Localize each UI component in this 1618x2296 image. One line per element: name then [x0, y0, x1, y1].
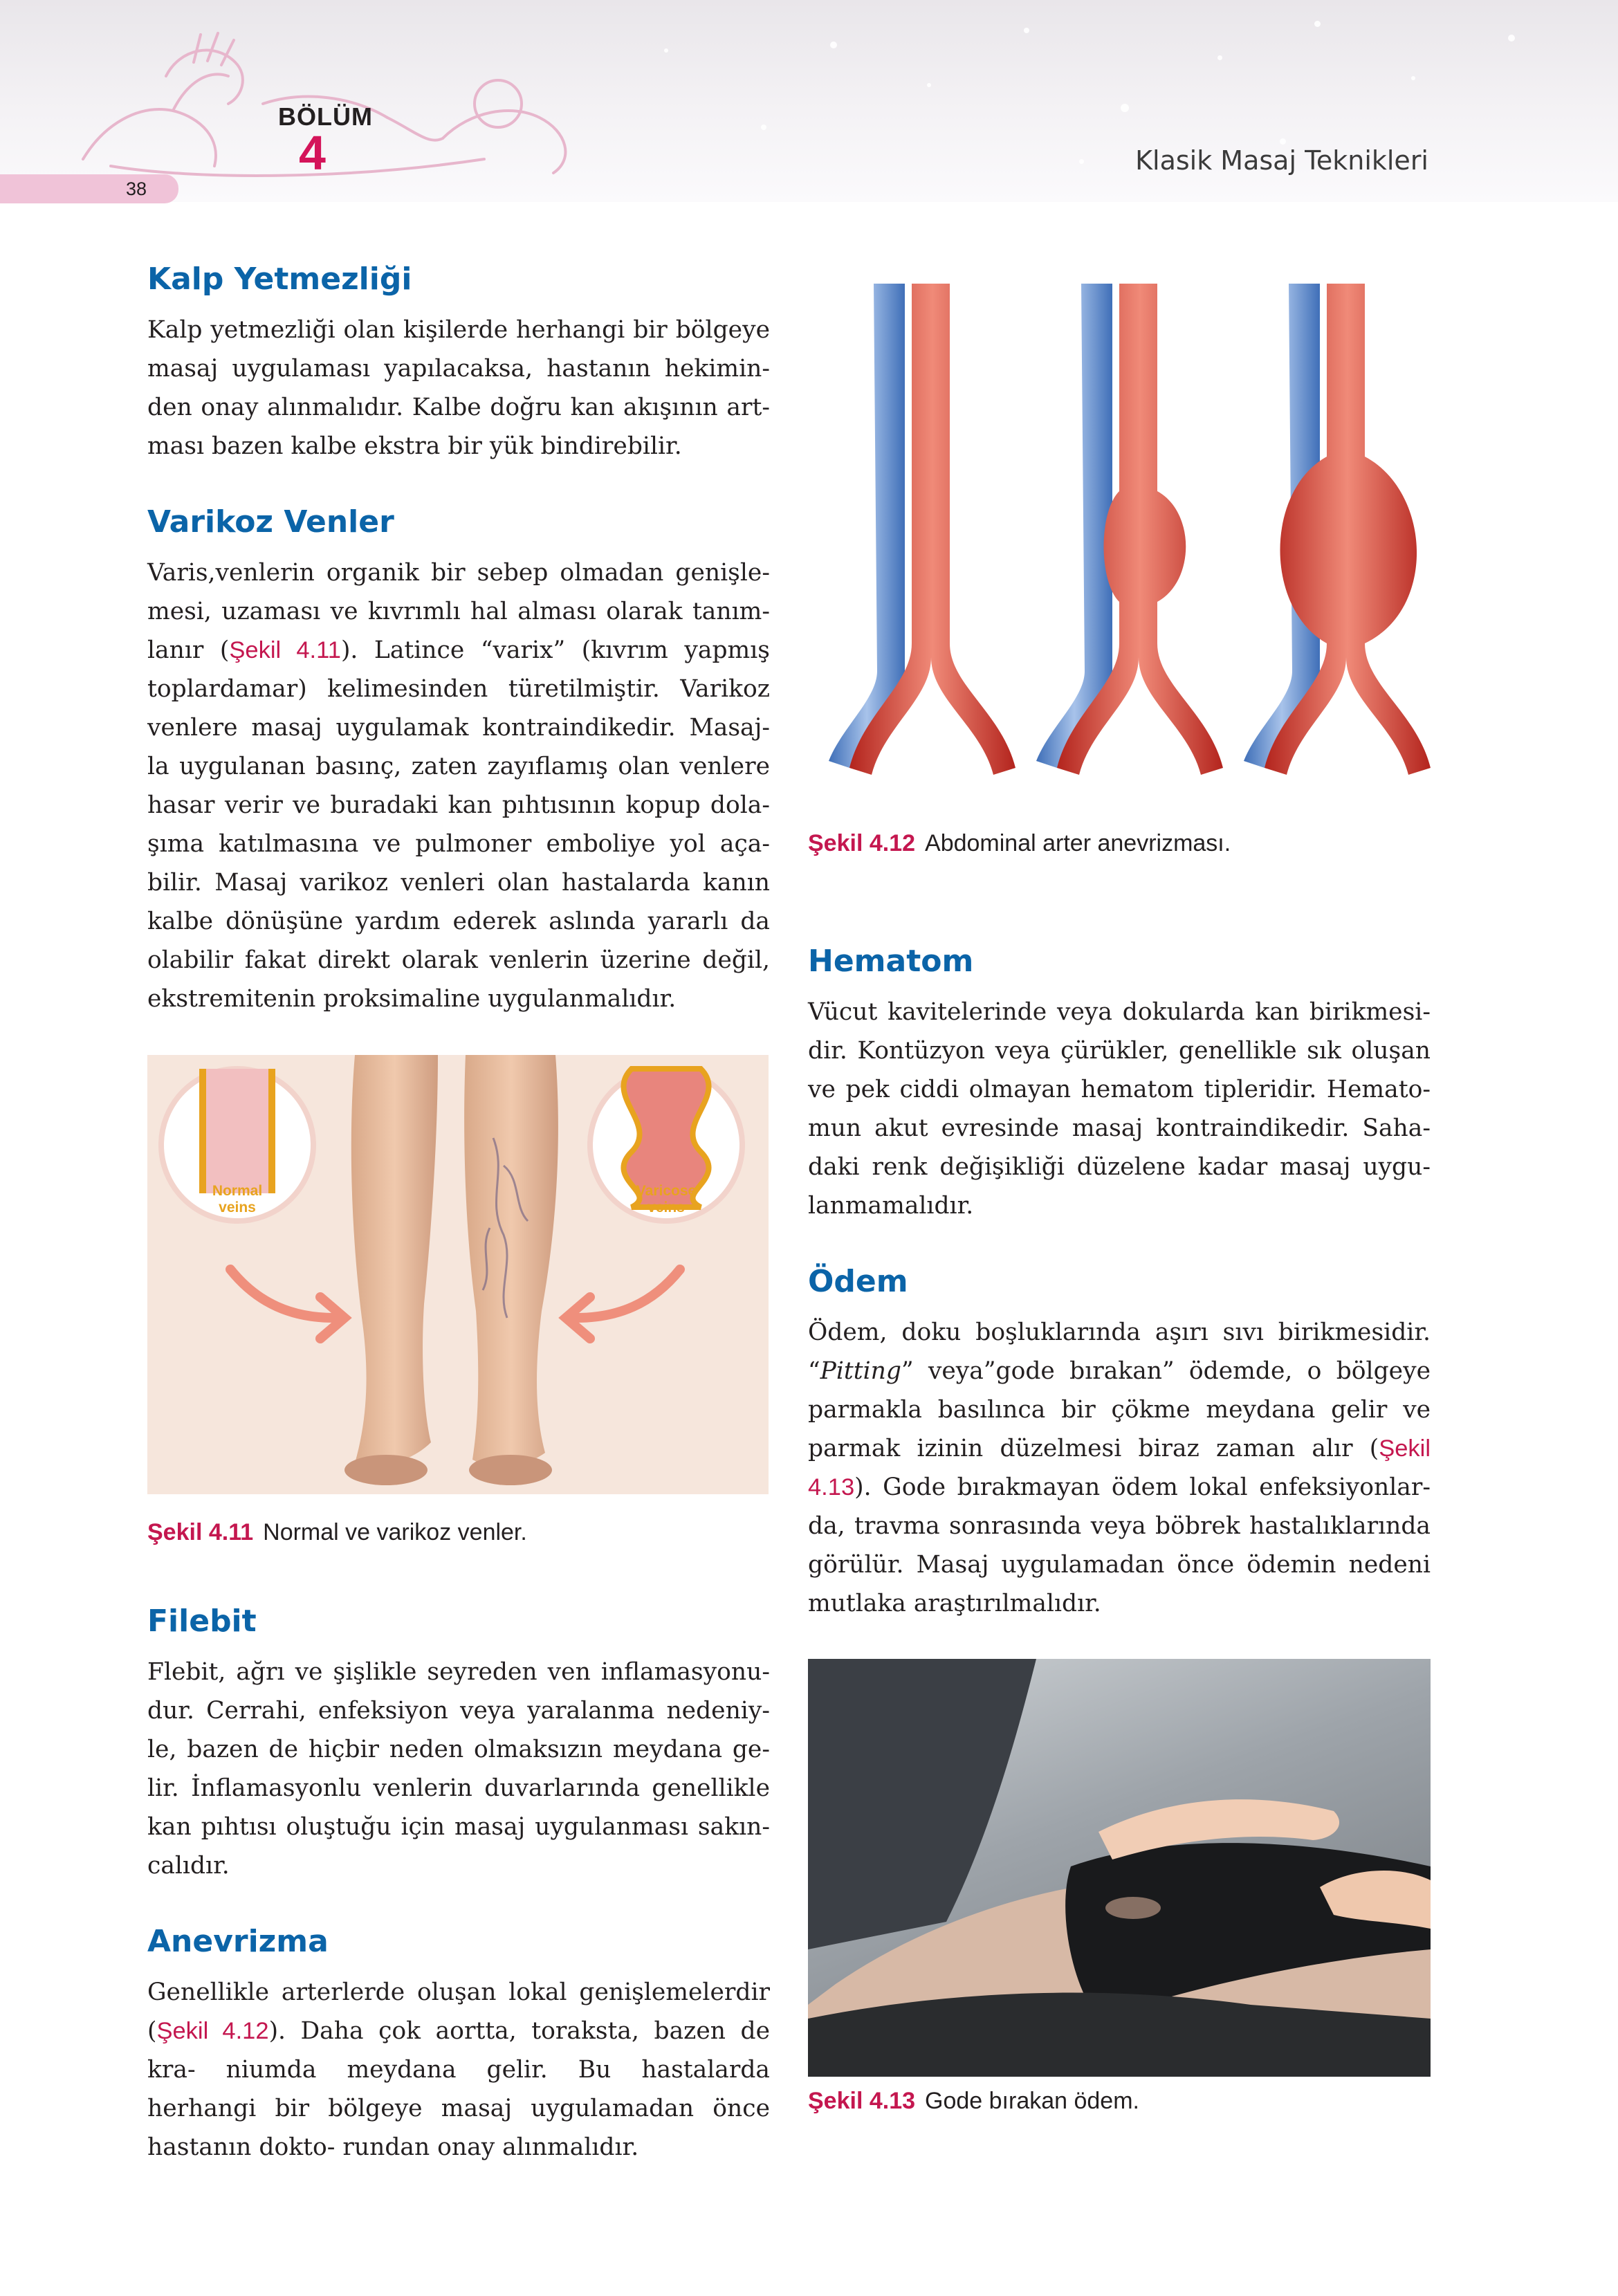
text-line: daki renk değişikliği düzelene kadar masaj uygu-	[808, 1152, 1431, 1181]
figure-4-13-caption	[808, 2088, 1139, 2115]
page-number: 38	[126, 178, 147, 199]
page-number-tab	[0, 174, 178, 203]
paragraph	[147, 311, 770, 466]
section-title: Varikoz Venler	[147, 504, 394, 540]
chapter-number: 4	[299, 126, 326, 180]
text-line: Ödem, doku boşluklarında aşırı sıvı birikmesidir.	[808, 1318, 1431, 1346]
section-anevrizma	[147, 1924, 770, 2167]
text-line: ). Latince “varix” (kıvrım yapmış	[340, 636, 771, 664]
paragraph	[147, 1973, 770, 2167]
paragraph	[147, 553, 770, 1018]
figure-reference-link[interactable]: Şekil 4.11	[229, 636, 341, 663]
text-line: kalbe dönüşüne yardım ederek aslında yararlı da	[147, 907, 770, 935]
text-line: mun akut evresinde masaj kontraindikedir. Saha-	[808, 1114, 1431, 1142]
text-line: Flebit, ağrı ve şişlikle seyreden ven inflamasyonu-	[147, 1657, 770, 1686]
pitting-edema-photo	[808, 1659, 1431, 2077]
text-line: lanmamalıdır.	[808, 1191, 974, 1220]
section-filebit	[147, 1604, 770, 1885]
text-line: mutlaka araştırılmalıdır.	[808, 1589, 1101, 1617]
figure-reference-link[interactable]: Şekil 4.12	[156, 2017, 269, 2044]
text-line: (	[147, 2017, 157, 2045]
text-line: lanır (	[147, 636, 230, 664]
text-line: niumda meydana gelir. Bu hastalarda herhangi bir	[147, 2055, 770, 2122]
caption-text: Normal ve varikoz venler.	[263, 1519, 527, 1545]
left-column	[147, 261, 770, 1018]
right-column	[808, 944, 1431, 1623]
section-title: Ödem	[808, 1263, 908, 1299]
text-line: görülür. Masaj uygulamadan önce ödemin nedeni	[808, 1550, 1431, 1579]
caption-label: Şekil 4.12	[808, 830, 916, 856]
figure-4-11-caption	[147, 1519, 527, 1546]
caption-label: Şekil 4.13	[808, 2088, 916, 2114]
label-line: Normal	[212, 1183, 263, 1199]
text-line: parmakla basılınca bir çökme meydana gelir ve	[808, 1395, 1431, 1424]
figure-4-12-aneurysm	[808, 284, 1444, 809]
italic-term: Pitting	[820, 1357, 901, 1385]
text-line: den onay alınmalıdır. Kalbe doğru kan akışının art-	[147, 393, 770, 421]
section-title: Kalp Yetmezliği	[147, 261, 412, 297]
text-line: Genellikle arterlerde oluşan lokal genişlemelerdir	[147, 1978, 770, 2006]
text-line: Kalp yetmezliği olan kişilerde herhangi bir bölgeye	[147, 315, 770, 344]
text-line: Vücut kavitelerinde veya dokularda kan birikmesi-	[808, 998, 1431, 1026]
paragraph	[808, 993, 1431, 1225]
section-title: Hematom	[808, 944, 974, 979]
section-hematom	[808, 944, 1431, 1225]
normal-veins-label	[189, 1183, 286, 1216]
text-line: lir. İnflamasyonlu venlerin duvarlarında genellikle	[147, 1774, 770, 1802]
figure-4-11-legs	[147, 1055, 769, 1494]
text-line: parmak izinin düzelmesi biraz zaman alır (	[808, 1434, 1379, 1462]
paragraph	[147, 1653, 770, 1885]
figure-4-13-pitting-edema	[808, 1659, 1431, 2077]
text-line: bölgeye masaj uygulamadan önce hastanın dokto-	[147, 2094, 770, 2161]
text-line: dir. Kontüzyon veya çürükler, genellikle sık oluşan	[808, 1036, 1431, 1065]
aorta-illustration	[808, 284, 1444, 809]
figure-reference-link[interactable]: 4.13	[808, 1473, 855, 1500]
aorta-small-aneurysm	[1036, 284, 1223, 775]
chapter-label: BÖLÜM	[278, 102, 373, 131]
text-line: Varis,venlerin organik bir sebep olmadan genişle-	[147, 558, 770, 587]
caption-label: Şekil 4.11	[147, 1519, 254, 1545]
label-line: veins	[219, 1200, 256, 1215]
text-line: masaj uygulaması yapılacaksa, hastanın hekimin-	[147, 354, 770, 383]
text-line: mesi, uzaması ve kıvrımlı hal alması olarak tanım-	[147, 597, 770, 625]
text-line: venlere masaj uygulamak kontraindikedir. Masaj-	[147, 713, 770, 742]
text-line: ” veya”gode bırakan” ödemde, o bölgeye	[901, 1357, 1431, 1385]
figure-4-12-caption	[808, 830, 1231, 857]
left-column-lower	[147, 1604, 770, 2167]
caption-text: Gode bırakan ödem.	[925, 2088, 1139, 2114]
text-line: hasar verir ve buradaki kan pıhtısının kopup dola-	[147, 791, 770, 819]
label-line: Varicose	[636, 1183, 697, 1199]
text-line: olabilir fakat direkt olarak venlerin üzerine değil,	[147, 946, 770, 974]
running-title: Klasik Masaj Teknikleri	[1135, 145, 1428, 176]
text-line: şıma katılmasına ve pulmoner emboliye yol aça-	[147, 829, 770, 858]
text-line: da, travma sonrasında veya böbrek hastalıklarında	[808, 1512, 1431, 1540]
text-line: kan pıhtısı oluştuğu için masaj uygulanması sakın-	[147, 1812, 770, 1841]
text-line: rundan onay alınmalıdır.	[342, 2133, 639, 2161]
text-line: bilir. Masaj varikoz venleri olan hastalarda kanın	[147, 868, 770, 897]
text-line: ve pek ciddi olmayan hematom tipleridir. Hemato-	[808, 1075, 1431, 1103]
text-line: “	[808, 1357, 820, 1385]
text-line: ). Gode bırakmayan ödem lokal enfeksiyonlar-	[854, 1473, 1431, 1501]
section-varikoz-venler	[147, 504, 770, 1018]
text-line: le, bazen de hiçbir neden olmaksızın meydana ge-	[147, 1735, 770, 1763]
text-line: dur. Cerrahi, enfeksiyon veya yaralanma nedeniy-	[147, 1696, 770, 1725]
figure-reference-link[interactable]: Şekil	[1379, 1435, 1431, 1462]
varicose-veins-label	[618, 1183, 715, 1216]
text-line: ). Daha çok aortta, toraksta, bazen de kra-	[147, 2017, 770, 2084]
text-line: ması bazen kalbe ekstra bir yük bindirebilir.	[147, 432, 682, 460]
aorta-large-aneurysm	[1244, 284, 1431, 775]
label-line: veins	[647, 1200, 685, 1215]
text-line: ekstremitenin proksimaline uygulanmalıdır.	[147, 984, 677, 1013]
paragraph	[808, 1313, 1431, 1623]
text-line: calıdır.	[147, 1851, 230, 1880]
text-line: la uygulanan basınç, zaten zayıflamış olan venlere	[147, 752, 770, 780]
caption-text: Abdominal arter anevrizması.	[925, 830, 1231, 856]
legs-illustration	[147, 1055, 769, 1494]
section-kalp-yetmezligi	[147, 261, 770, 466]
aorta-normal	[829, 284, 1015, 775]
section-title: Anevrizma	[147, 1923, 329, 1959]
section-title: Filebit	[147, 1604, 257, 1639]
text-line: toplardamar) kelimesinden türetilmiştir. Varikoz	[147, 674, 770, 703]
section-odem	[808, 1264, 1431, 1623]
